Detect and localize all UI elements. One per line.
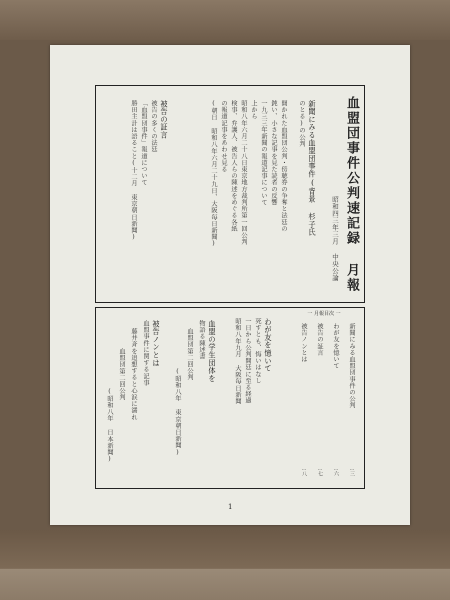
article-line: 昭和八年九月 大阪毎日新聞: [234, 318, 241, 405]
article-line: 一九三三年新聞の報道記事について: [260, 100, 267, 206]
article-line: 被告の多くの法廷: [150, 100, 157, 153]
document-page: [50, 45, 410, 525]
article-line: 血盟団第二回公判: [118, 348, 125, 401]
wood-surface-bottom: [0, 530, 450, 600]
article-line: 勝田主計は語ること(十二月 東京朝日新聞): [130, 100, 137, 241]
article-line: 血盟事件に関する記事: [142, 320, 149, 386]
article-line: (朝日 昭和八年六月二十九日、大阪毎日新聞): [210, 100, 217, 248]
toc-page: …三: [349, 466, 355, 475]
article-line: 上から: [250, 100, 257, 120]
article-line: 死すとも、悔いはなし: [254, 318, 261, 384]
article-line: 開かれた血盟団公判・傍聴券の争奪と法廷の: [280, 100, 287, 232]
toc-page: …六: [333, 466, 339, 475]
toc-header: 一 月報目次 一: [288, 310, 360, 317]
article-line: 昭和八年六月二十八日東京地方裁判所第一回公判: [240, 100, 247, 246]
wood-surface-top: [0, 0, 450, 40]
toc-item: 新聞にみる血盟団事件の公判: [348, 323, 355, 409]
article-line: 藤井斉を追想すると心涙に濡れ: [130, 328, 137, 421]
table-of-contents: [288, 311, 360, 481]
article-heading: 新聞にみる血盟団事件(背景 杉子氏: [308, 100, 317, 237]
article-line: の報道記事をあわせ見る: [220, 100, 227, 173]
article-heading: 被告の証言: [160, 100, 169, 139]
toc-item: 被告の証言: [316, 323, 323, 356]
article-line: (昭和八年 東京朝日新聞): [174, 368, 181, 457]
toc-item: 被告ノンとは: [300, 323, 307, 363]
article-line: 一日から公判開廷に至る経過: [244, 318, 251, 404]
top-frame: [95, 85, 365, 303]
article-line: (昭和八年 日本新聞): [106, 388, 113, 463]
article-heading: 被告ノンとは: [152, 320, 161, 367]
article-line: 検事、弁護人、被告人らの陳述をめぐる各紙: [230, 100, 237, 232]
article-line: 物語る陳述書: [198, 320, 205, 360]
article-heading: わが友を憶いて: [264, 318, 273, 373]
toc-page: …八: [301, 466, 307, 475]
article-heading: 血盟の学生団体を: [208, 320, 217, 383]
page-number: 1: [228, 503, 233, 511]
article-line: 「血盟団事件」報道について: [140, 100, 147, 186]
toc-item: わが友を憶いて: [332, 323, 339, 370]
article-line: 血盟団第二回公判: [186, 328, 193, 381]
page-title: 血盟団事件公判速記録 月報: [344, 96, 359, 293]
article-line: 鈍い、小さな記事を見た読者の反響: [270, 100, 277, 206]
article-line: のとる)の公判: [298, 100, 305, 147]
toc-page: …七: [317, 466, 323, 475]
bottom-frame: [95, 307, 365, 489]
publication-info: 昭和四三年三月 中央公論: [331, 196, 339, 282]
